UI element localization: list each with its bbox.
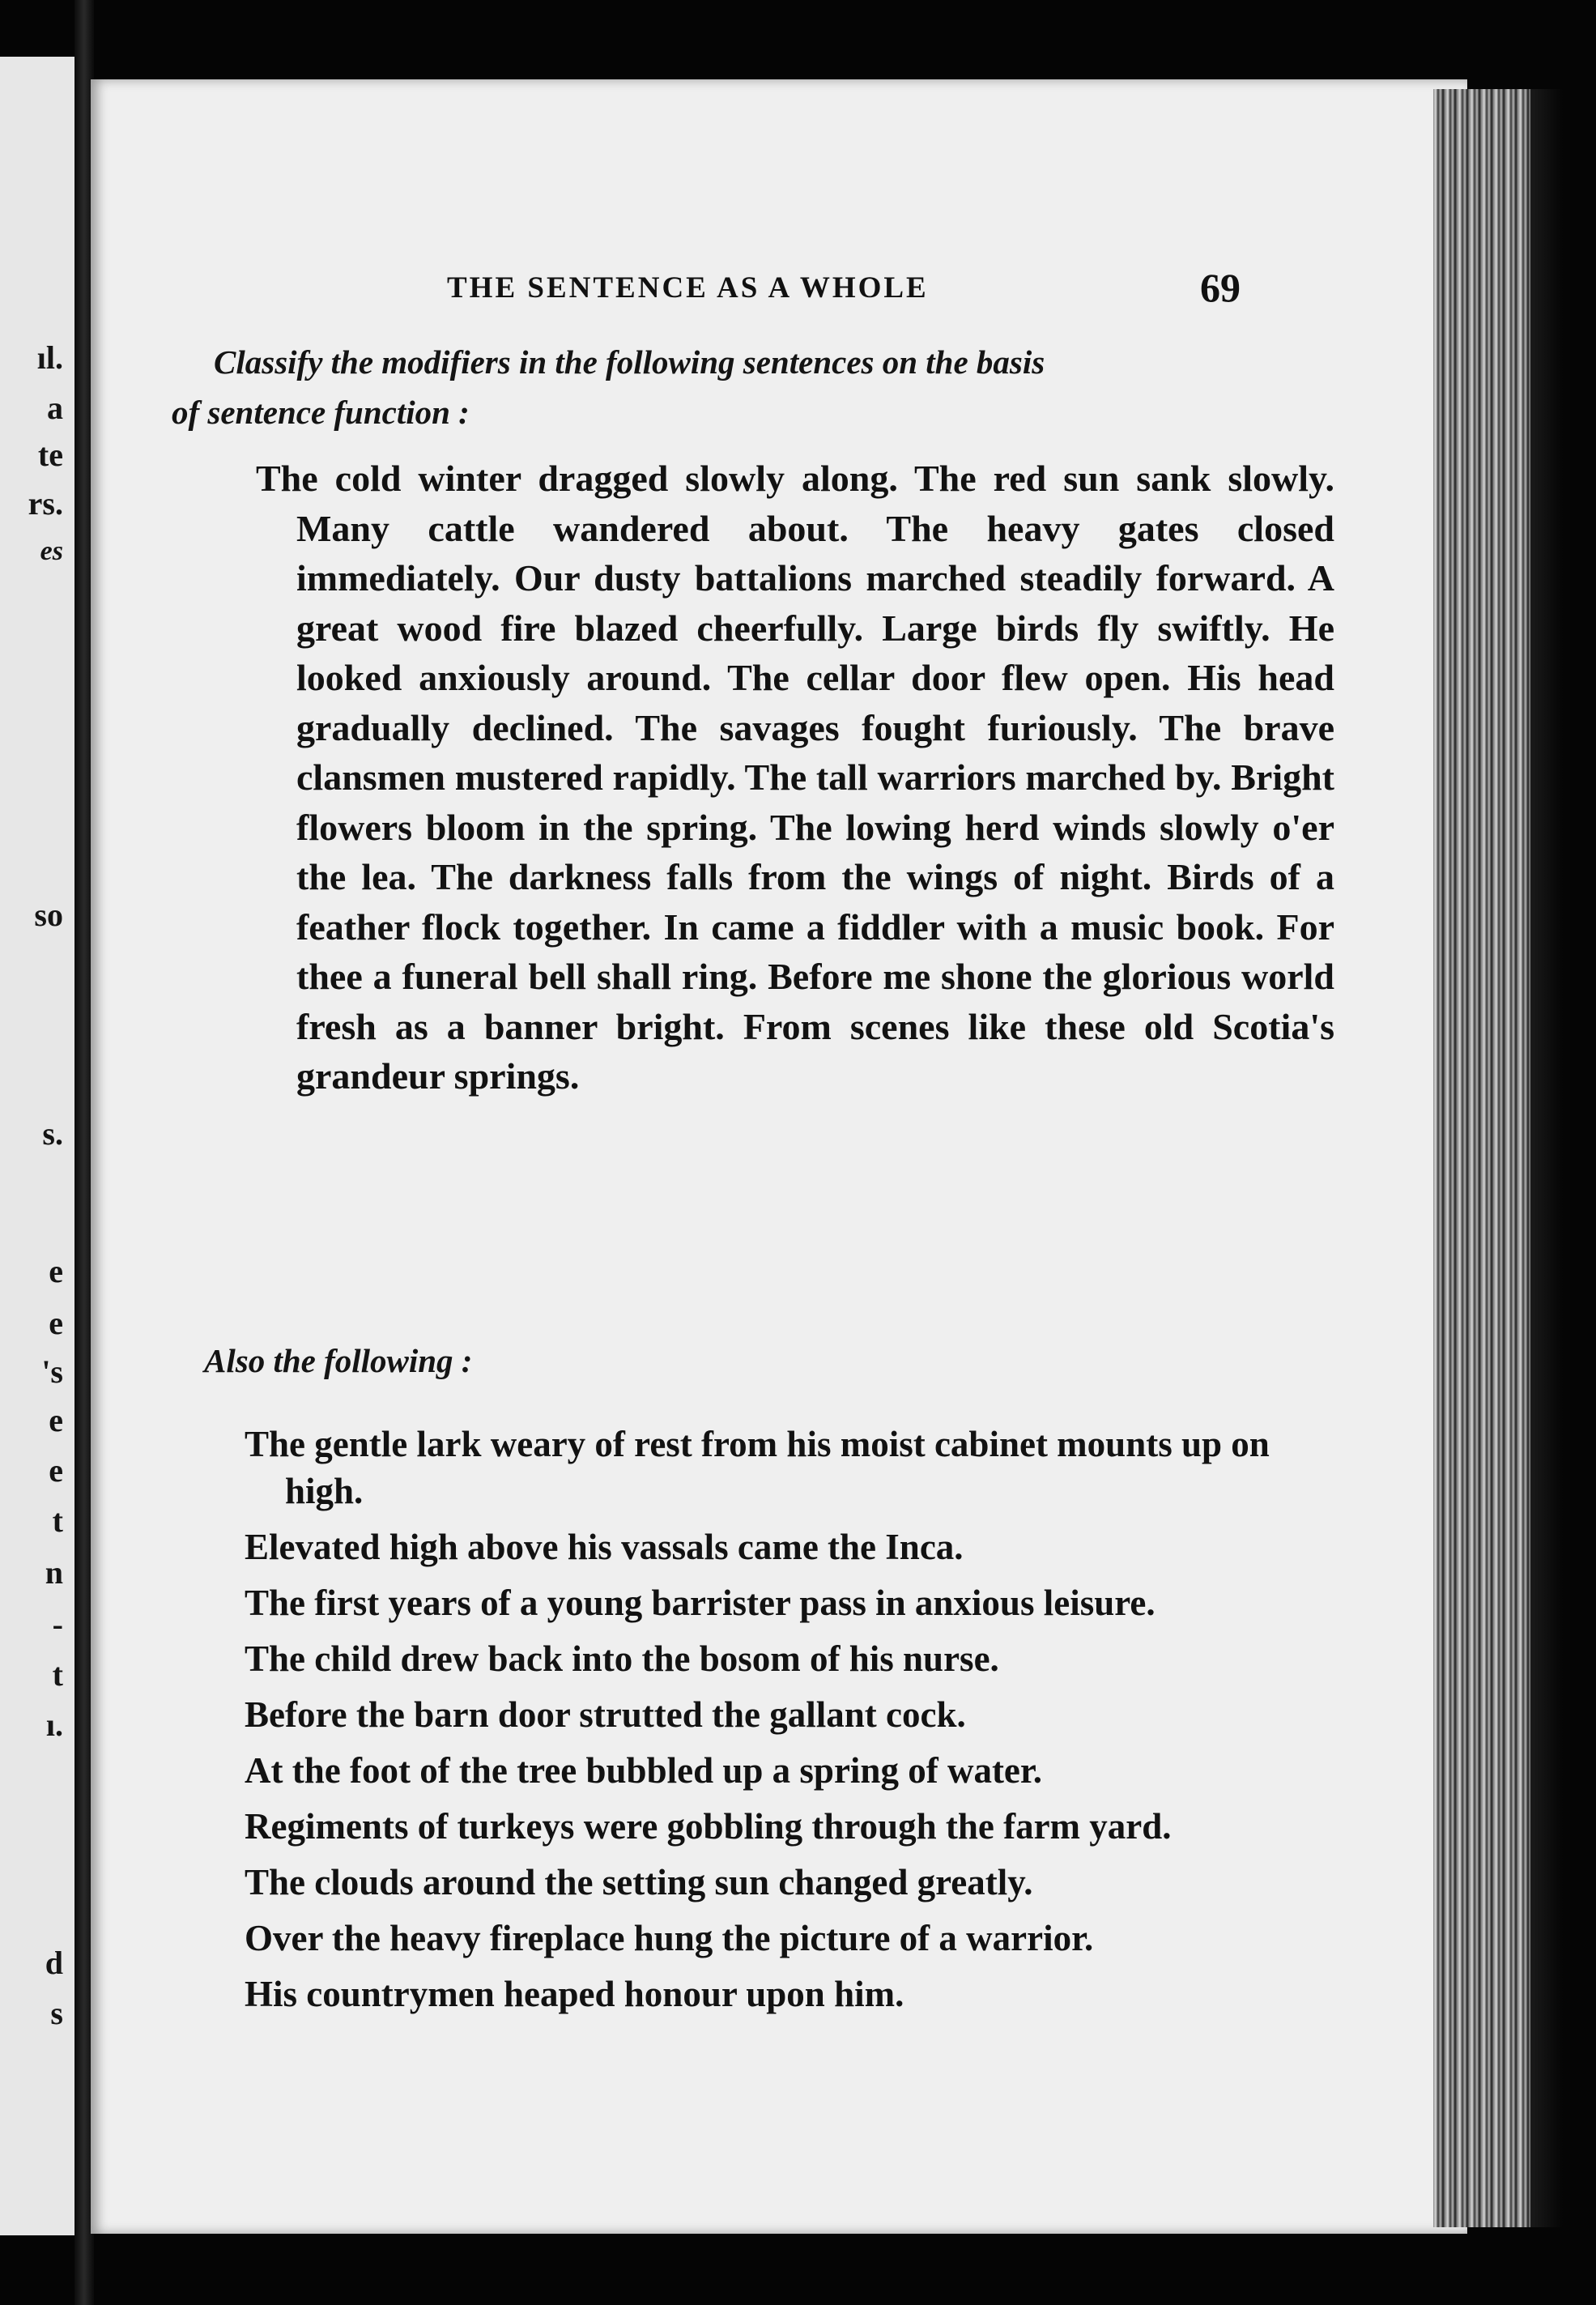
exercise-instruction xyxy=(172,337,1338,437)
left-fragment: e xyxy=(49,1305,63,1341)
sentence-item: The first years of a young barrister pass in anxious leisure. xyxy=(245,1583,1156,1623)
left-page-fragment xyxy=(0,57,74,2235)
left-fragment: e xyxy=(49,1452,63,1489)
left-fragment: ı. xyxy=(45,1706,63,1743)
left-fragment: - xyxy=(52,1606,63,1642)
left-fragment: s. xyxy=(42,1115,63,1152)
sentence-item: At the foot of the tree bubbled up a spring of water. xyxy=(245,1750,1042,1791)
left-fragment: so xyxy=(34,897,63,933)
running-head: THE SENTENCE AS A WHOLE xyxy=(447,271,929,305)
sentence-item: Elevated high above his vassals came the Inca. xyxy=(245,1527,964,1567)
book-page xyxy=(91,79,1467,2234)
left-fragment: ıl. xyxy=(36,339,63,376)
exercise-passage: The cold winter dragged slowly along. The red sun sank slowly. Many cattle wandered about. The heavy gates closed immediately. Our dusty battalions marched steadily forward. A great wood fire blazed cheerfully. Large birds fly swiftly. He looked anxiously around. The cellar door flew open. His head gradually declined. The savages fought furiously. The brave clansmen mustered rapidly. The tall warriors marched by. Bright flowers bloom in the spring. The lowing herd winds slowly o'er the lea. The darkness falls from the wings of night. Birds of a feather flock together. In came a fiddler with a music book. For thee a funeral bell shall ring. Before me shone the glorious world fresh as a banner bright. From scenes like these old Scotia's grandeur springs. xyxy=(256,458,1334,1097)
left-fragment: d xyxy=(45,1945,63,1981)
left-fragment: s xyxy=(50,1995,63,2031)
page-number: 69 xyxy=(1200,265,1241,310)
left-fragment: 's xyxy=(41,1353,63,1390)
instruction-line-1: Classify the modifiers in the following sentences on the basis xyxy=(214,343,1045,381)
sentence-item: His countrymen heaped honour upon him. xyxy=(245,1974,904,2014)
left-fragment: te xyxy=(37,437,63,473)
left-fragment: n xyxy=(45,1554,63,1591)
sentence-item: Before the barn door strutted the gallant cock. xyxy=(245,1694,966,1735)
left-fragment: e xyxy=(49,1402,63,1438)
left-fragment: t xyxy=(52,1502,63,1539)
left-fragment: a xyxy=(47,390,63,426)
sentence-item: The gentle lark weary of rest from his moist cabinet mounts up on high. xyxy=(245,1424,1270,1511)
left-fragment: t xyxy=(52,1656,63,1693)
left-fragment: e xyxy=(49,1253,63,1289)
sentence-item: Over the heavy fireplace hung the picture of a warrior. xyxy=(245,1918,1094,1958)
sentence-item: Regiments of turkeys were gobbling through the farm yard. xyxy=(245,1806,1172,1847)
sentence-item: The clouds around the setting sun changed greatly. xyxy=(245,1862,1033,1902)
sentence-list xyxy=(245,1421,1346,2026)
instruction-line-2: of sentence function : xyxy=(172,394,470,431)
page-edge-shadow xyxy=(1530,89,1563,2227)
left-fragment: es xyxy=(40,536,63,566)
page-edges xyxy=(1433,89,1530,2227)
sentence-item: The child drew back into the bosom of his nurse. xyxy=(245,1638,999,1679)
left-fragment: rs. xyxy=(28,485,63,522)
also-heading: Also the following : xyxy=(204,1342,473,1379)
